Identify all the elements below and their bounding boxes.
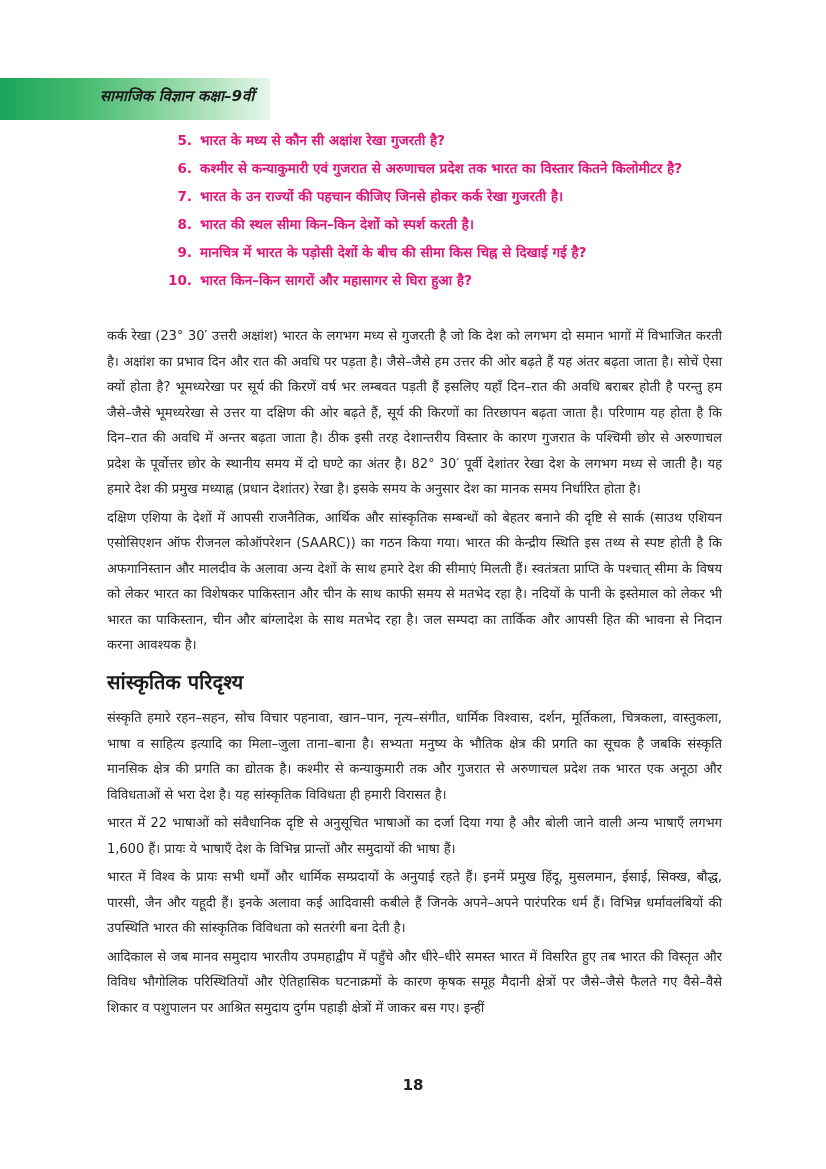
question-number: 9. <box>177 245 192 261</box>
question-number: 6. <box>177 161 192 177</box>
question-item <box>160 242 720 265</box>
paragraph-saarc: दक्षिण एशिया के देशों में आपसी राजनैतिक, आर्थिक और सांस्कृतिक सम्बन्धों को बेहतर बनाने की दृष्टि से सार्क (साउथ एशियन एसोसिएशन ऑफ रीजनल कोऑपरेशन (SAARC)) का गठन किया गया। भारत की केन्द्रीय स्थिति इस तथ्य से स्पष्ट होती है कि अफगानिस्तान और मालदीव के अलावा अन्य देशों के साथ हमारे देश की सीमाएं मिलती हैं। स्वतंत्रता प्राप्ति के पश्चात् सीमा के विषय को लेकर भारत का विशेषकर पाकिस्तान और चीन के साथ काफी समय से मतभेद रहा है। नदियों के पानी के इस्तेमाल को लेकर भी भारत का पाकिस्तान, चीन और बांग्लादेश के साथ मतभेद रहा है। जल सम्पदा का तार्किक और आपसी हित की भावना से निदान करना आवश्यक है। <box>107 510 722 653</box>
question-item <box>160 270 720 293</box>
question-item <box>160 214 720 237</box>
question-item <box>160 130 720 153</box>
body-section-1 <box>107 324 722 662</box>
question-text: मानचित्र में भारत के पड़ोसी देशों के बीच की सीमा किस चिह्न से दिखाई गई है? <box>200 245 587 261</box>
question-number: 10. <box>168 273 192 289</box>
question-text: भारत की स्थल सीमा किन–किन देशों को स्पर्श करती है। <box>200 217 474 233</box>
question-text: कश्मीर से कन्याकुमारी एवं गुजरात से अरुणाचल प्रदेश तक भारत का विस्तार कितने किलोमीटर है? <box>200 161 683 177</box>
question-number: 7. <box>177 189 192 205</box>
question-item <box>160 186 720 209</box>
question-number: 8. <box>177 217 192 233</box>
paragraph-tropic-of-cancer: कर्क रेखा (23° 30′ उत्तरी अक्षांश) भारत के लगभग मध्य से गुजरती है जो कि देश को लगभग दो समान भागों में विभाजित करती है। अक्षांश का प्रभाव दिन और रात की अवधि पर पड़ता है। जैसे–जैसे हम उत्तर की ओर बढ़ते हैं यह अंतर बढ़ता जाता है। सोचें ऐसा क्यों होता है? भूमध्यरेखा पर सूर्य की किरणें वर्ष भर लम्बवत पड़ती हैं इसलिए यहाँ दिन–रात की अवधि बराबर होती है परन्तु हम जैसे–जैसे भूमध्यरेखा से उत्तर या दक्षिण की ओर बढ़ते हैं, सूर्य की किरणों का तिरछापन बढ़ता जाता है। परिणाम यह होता है कि दिन–रात की अवधि में अन्तर बढ़ता जाता है। ठीक इसी तरह देशान्तरीय विस्तार के कारण गुजरात के पश्चिमी छोर से अरुणाचल प्रदेश के पूर्वोत्तर छोर के स्थानीय समय में दो घण्टे का अंतर है। 82° 30′ पूर्वी देशांतर रेखा देश के लगभग मध्य से जाती है। यह हमारे देश की प्रमुख मध्याह्न (प्रधान देशांतर) रेखा है। इसके समय के अनुसार देश का मानक समय निर्धारित होता है। <box>107 329 722 497</box>
question-item <box>160 158 720 181</box>
running-header: सामाजिक विज्ञान कक्षा–9वीं <box>100 87 255 105</box>
section-heading: सांस्कृतिक परिदृश्य <box>107 670 244 694</box>
paragraph-religions: भारत में विश्व के प्रायः सभी धर्मों और धार्मिक सम्प्रदायों के अनुयाई रहते हैं। इनमें प्रमुख हिंदू, मुसलमान, ईसाई, सिक्ख, बौद्ध, पारसी, जैन और यहूदी हैं। इनके अलावा कई आदिवासी कबीले हैं जिनके अपने–अपने पारंपरिक धर्म हैं। विभिन्न धर्मावलंबियों की उपस्थिति भारत की सांस्कृतिक विविधता को सतरंगी बना देती है। <box>107 870 722 936</box>
question-text: भारत के मध्य से कौन सी अक्षांश रेखा गुजरती है? <box>200 133 446 149</box>
body-section-2 <box>107 706 722 1024</box>
paragraph-languages: भारत में 22 भाषाओं को संवैधानिक दृष्टि से अनुसूचित भाषाओं का दर्जा दिया गया है और बोली जाने वाली अन्य भाषाएँ लगभग 1,600 हैं। प्रायः ये भाषाएँ देश के विभिन्न प्रान्तों और समुदायों की भाषा हैं। <box>107 816 722 857</box>
question-number: 5. <box>177 133 192 149</box>
paragraph-settlement: आदिकाल से जब मानव समुदाय भारतीय उपमहाद्वीप में पहुँचे और धीरे–धीरे समस्त भारत में विसरित हुए तब भारत की विस्तृत और विविध भौगोलिक परिस्थितियों और ऐतिहासिक घटनाक्रमों के कारण कृषक समूह मैदानी क्षेत्रों पर जैसे–जैसे फैलते गए वैसे–वैसे शिकार व पशुपालन पर आश्रित समुदाय दुर्गम पहाड़ी क्षेत्रों में जाकर बस गए। इन्हीं <box>107 949 722 1016</box>
page-number: 18 <box>402 1076 424 1094</box>
question-text: भारत किन–किन सागरों और महासागर से घिरा हुआ है? <box>200 273 472 289</box>
question-list <box>160 130 720 298</box>
paragraph-culture: संस्कृति हमारे रहन–सहन, सोच विचार पहनावा, खान–पान, नृत्य–संगीत, धार्मिक विश्वास, दर्शन, मूर्तिकला, चित्रकला, वास्तुकला, भाषा व साहित्य इत्यादि का मिला–जुला ताना–बाना है। सभ्यता मनुष्य के भौतिक क्षेत्र की प्रगति का सूचक है जबकि संस्कृति मानसिक क्षेत्र की प्रगति का द्योतक है। कश्मीर से कन्याकुमारी तक और गुजरात से अरुणाचल प्रदेश तक भारत एक अनूठा और विविधताओं से भरा देश है। यह सांस्कृतिक विविधता ही हमारी विरासत है। <box>107 711 722 803</box>
question-text: भारत के उन राज्यों की पहचान कीजिए जिनसे होकर कर्क रेखा गुजरती है। <box>200 189 564 205</box>
